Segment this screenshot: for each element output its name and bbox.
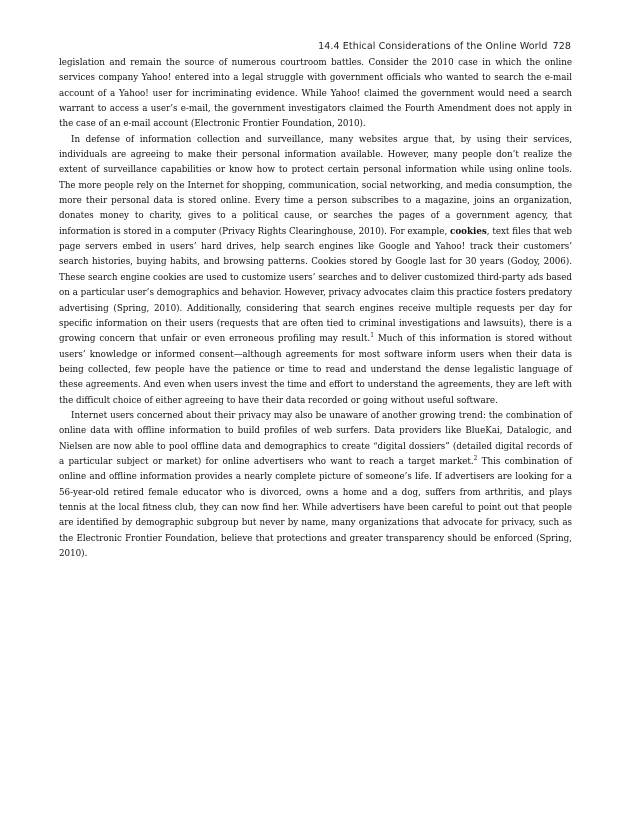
paragraph-digital-dossiers <box>59 408 572 561</box>
paragraph-surveillance <box>59 132 572 408</box>
body-text <box>59 55 572 561</box>
footnote-marker[interactable]: 2 <box>473 453 478 462</box>
section-title: 14.4 Ethical Considerations of the Online World <box>318 41 548 52</box>
footnote-marker[interactable]: 1 <box>370 330 374 339</box>
paragraph-continuation <box>59 55 572 132</box>
paragraph-text: legislation and remain the source of numerous courtroom battles. Consider the 2010 case in which the online services company Yahoo! entered into a legal struggle with government officials who wanted to search the e-mail account of a Yahoo! user for incriminating evidence. While Yahoo! claimed the government would need a search warrant to access a user’s e-mail, the government investigators claimed the Fourth Amendment does not apply in the case of an e-mail account (Electronic Frontier Foundation, 2010). <box>59 57 572 130</box>
page-number: 728 <box>552 41 571 52</box>
paragraph-text: Much of this information is stored without users’ knowledge or informed consent—although agreements for most software inform users when their data is being collected, few people have the patience or time to read and understand the dense legalistic language of these agreements. And even when users invest the time and effort to understand the agreements, they are left with the difficult choice of either agreeing to have their data recorded or going without useful software. <box>59 333 572 406</box>
paragraph-text: Internet users concerned about their privacy may also be unaware of another growing trend: the combination of online data with offline information to build profiles of web surfers. Data providers like BlueKai, Datalogic, and Nielsen are now able to pool offline data and demographics to create “digital dossiers” (detailed digital records of a particular subject or market) for online advertisers who want to reach a target market. <box>59 409 572 467</box>
paragraph-text: , text files that web page servers embed in users’ hard drives, help search engines like Google and Yahoo! track their customers’ search histories, buying habits, and browsing patterns. Cookies stored by Google last for 30 years (Godoy, 2006). These search engine cookies are used to customize users’ searches and to deliver customized third-party ads based on a particular user’s demographics and behavior. However, privacy advocates claim this practice fosters predatory advertising (Spring, 2010). Additionally, considering that search engines receive multiple requests per day for specific information on their users (requests that are often tied to criminal investigations and lawsuits), there is a growing concern that unfair or even erroneous profiling may result. <box>59 225 572 345</box>
running-header <box>318 41 571 52</box>
key-term-cookies: cookies <box>450 225 487 237</box>
paragraph-text: In defense of information collection and surveillance, many websites argue that, by using their services, individuals are agreeing to make their personal information available. However, many people don’t realize the extent of surveillance capabilities or know how to protect certain personal information while using online tools. The more people rely on the Internet for shopping, communication, social networking, and media consumption, the more their personal data is stored online. Every time a person subscribes to a magazine, joins an organization, donates money to charity, gives to a political cause, or searches the pages of a government agency, that information is stored in a computer (Privacy Rights Clearinghouse, 2010). For example, <box>59 133 572 237</box>
paragraph-text: This combination of online and offline information provides a nearly complete picture of someone’s life. If advertisers are looking for a 56-year-old retired female educator who is divorced, owns a home and a dog, suffers from arthritis, and plays tennis at the local fitness club, they can now find her. While advertisers have been careful to point out that people are identified by demographic subgroup but never by name, many organizations that advocate for privacy, such as the Electronic Frontier Foundation, believe that protections and greater transparency should be enforced (Spring, 2010). <box>59 455 572 559</box>
